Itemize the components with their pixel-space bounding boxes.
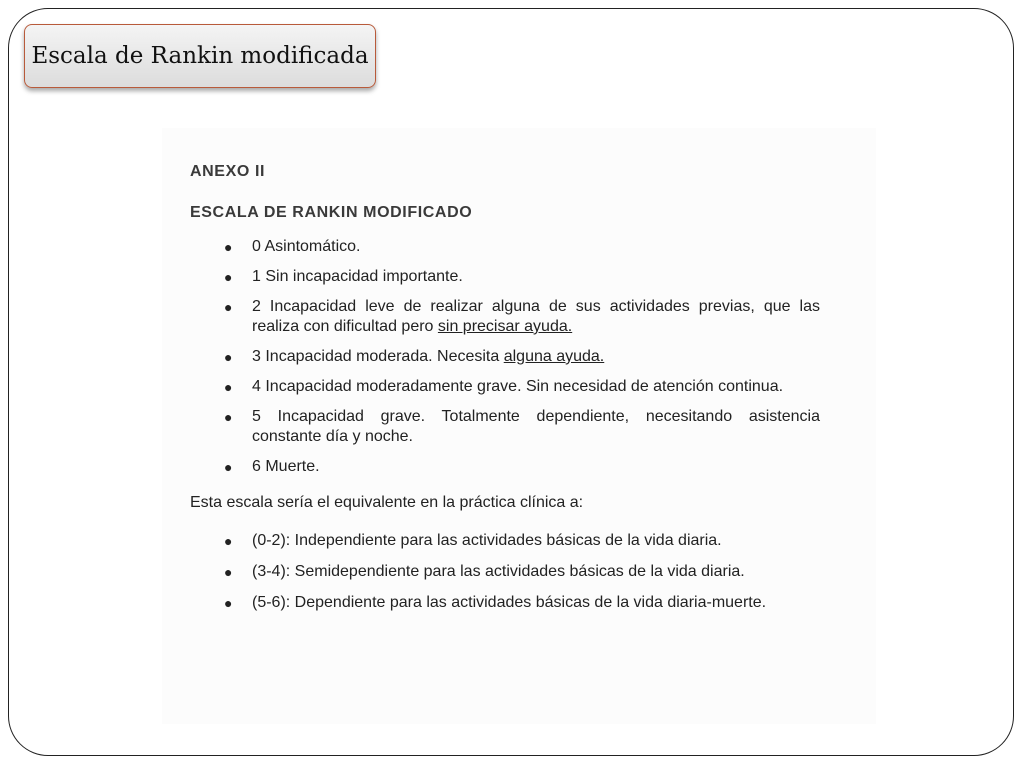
item-text: 6 Muerte. [252,458,320,475]
list-item [190,531,820,551]
annex-heading: ANEXO II [190,163,266,180]
item-underlined-text: alguna ayuda. [503,348,605,365]
equivalent-text: (0-2): Independiente para las actividades básicas de la vida diaria. [252,532,722,549]
item-text: 5 Incapacidad grave. Totalmente dependiente, necesitando asistencia constante día y noche. [252,408,820,445]
equivalence-intro: Esta escala sería el equivalente en la práctica clínica a: [190,494,584,511]
slide-title: Escala de Rankin modificada [31,43,369,69]
item-text: 4 Incapacidad moderadamente grave. Sin necesidad de atención continua. [252,378,784,395]
slide-title-box [24,24,376,88]
equivalent-text: (5-6): Dependiente para las actividades básicas de la vida diaria-muerte. [252,594,767,611]
bullet-icon: ● [224,349,233,365]
bullet-icon: ● [224,595,233,611]
bullet-icon: ● [224,409,233,425]
item-text: 0 Asintomático. [252,238,361,255]
bullet-icon: ● [224,299,233,315]
list-item [190,297,820,337]
bullet-icon: ● [224,269,233,285]
list-item [190,457,820,477]
item-text: 3 Incapacidad moderada. Necesita [252,348,504,365]
list-item [190,593,820,613]
bullet-icon: ● [224,239,233,255]
list-item [190,237,820,257]
equivalents-list [190,531,820,613]
list-item [190,347,820,367]
list-item [190,562,820,582]
list-item [190,407,820,447]
bullet-icon: ● [224,459,233,475]
scale-title: ESCALA DE RANKIN MODIFICADO [190,204,473,221]
scanned-document [162,128,876,724]
list-item [190,377,820,397]
bullet-icon: ● [224,564,233,580]
item-text: 2 Incapacidad leve de realizar alguna de sus actividades previas, que las realiza con dificultad pero [252,298,820,335]
list-item [190,267,820,287]
rankin-items-list [190,237,820,477]
bullet-icon: ● [224,533,233,549]
bullet-icon: ● [224,379,233,395]
item-text: 1 Sin incapacidad importante. [252,268,463,285]
item-underlined-text: sin precisar ayuda. [437,318,573,335]
equivalent-text: (3-4): Semidependiente para las actividades básicas de la vida diaria. [252,563,745,580]
